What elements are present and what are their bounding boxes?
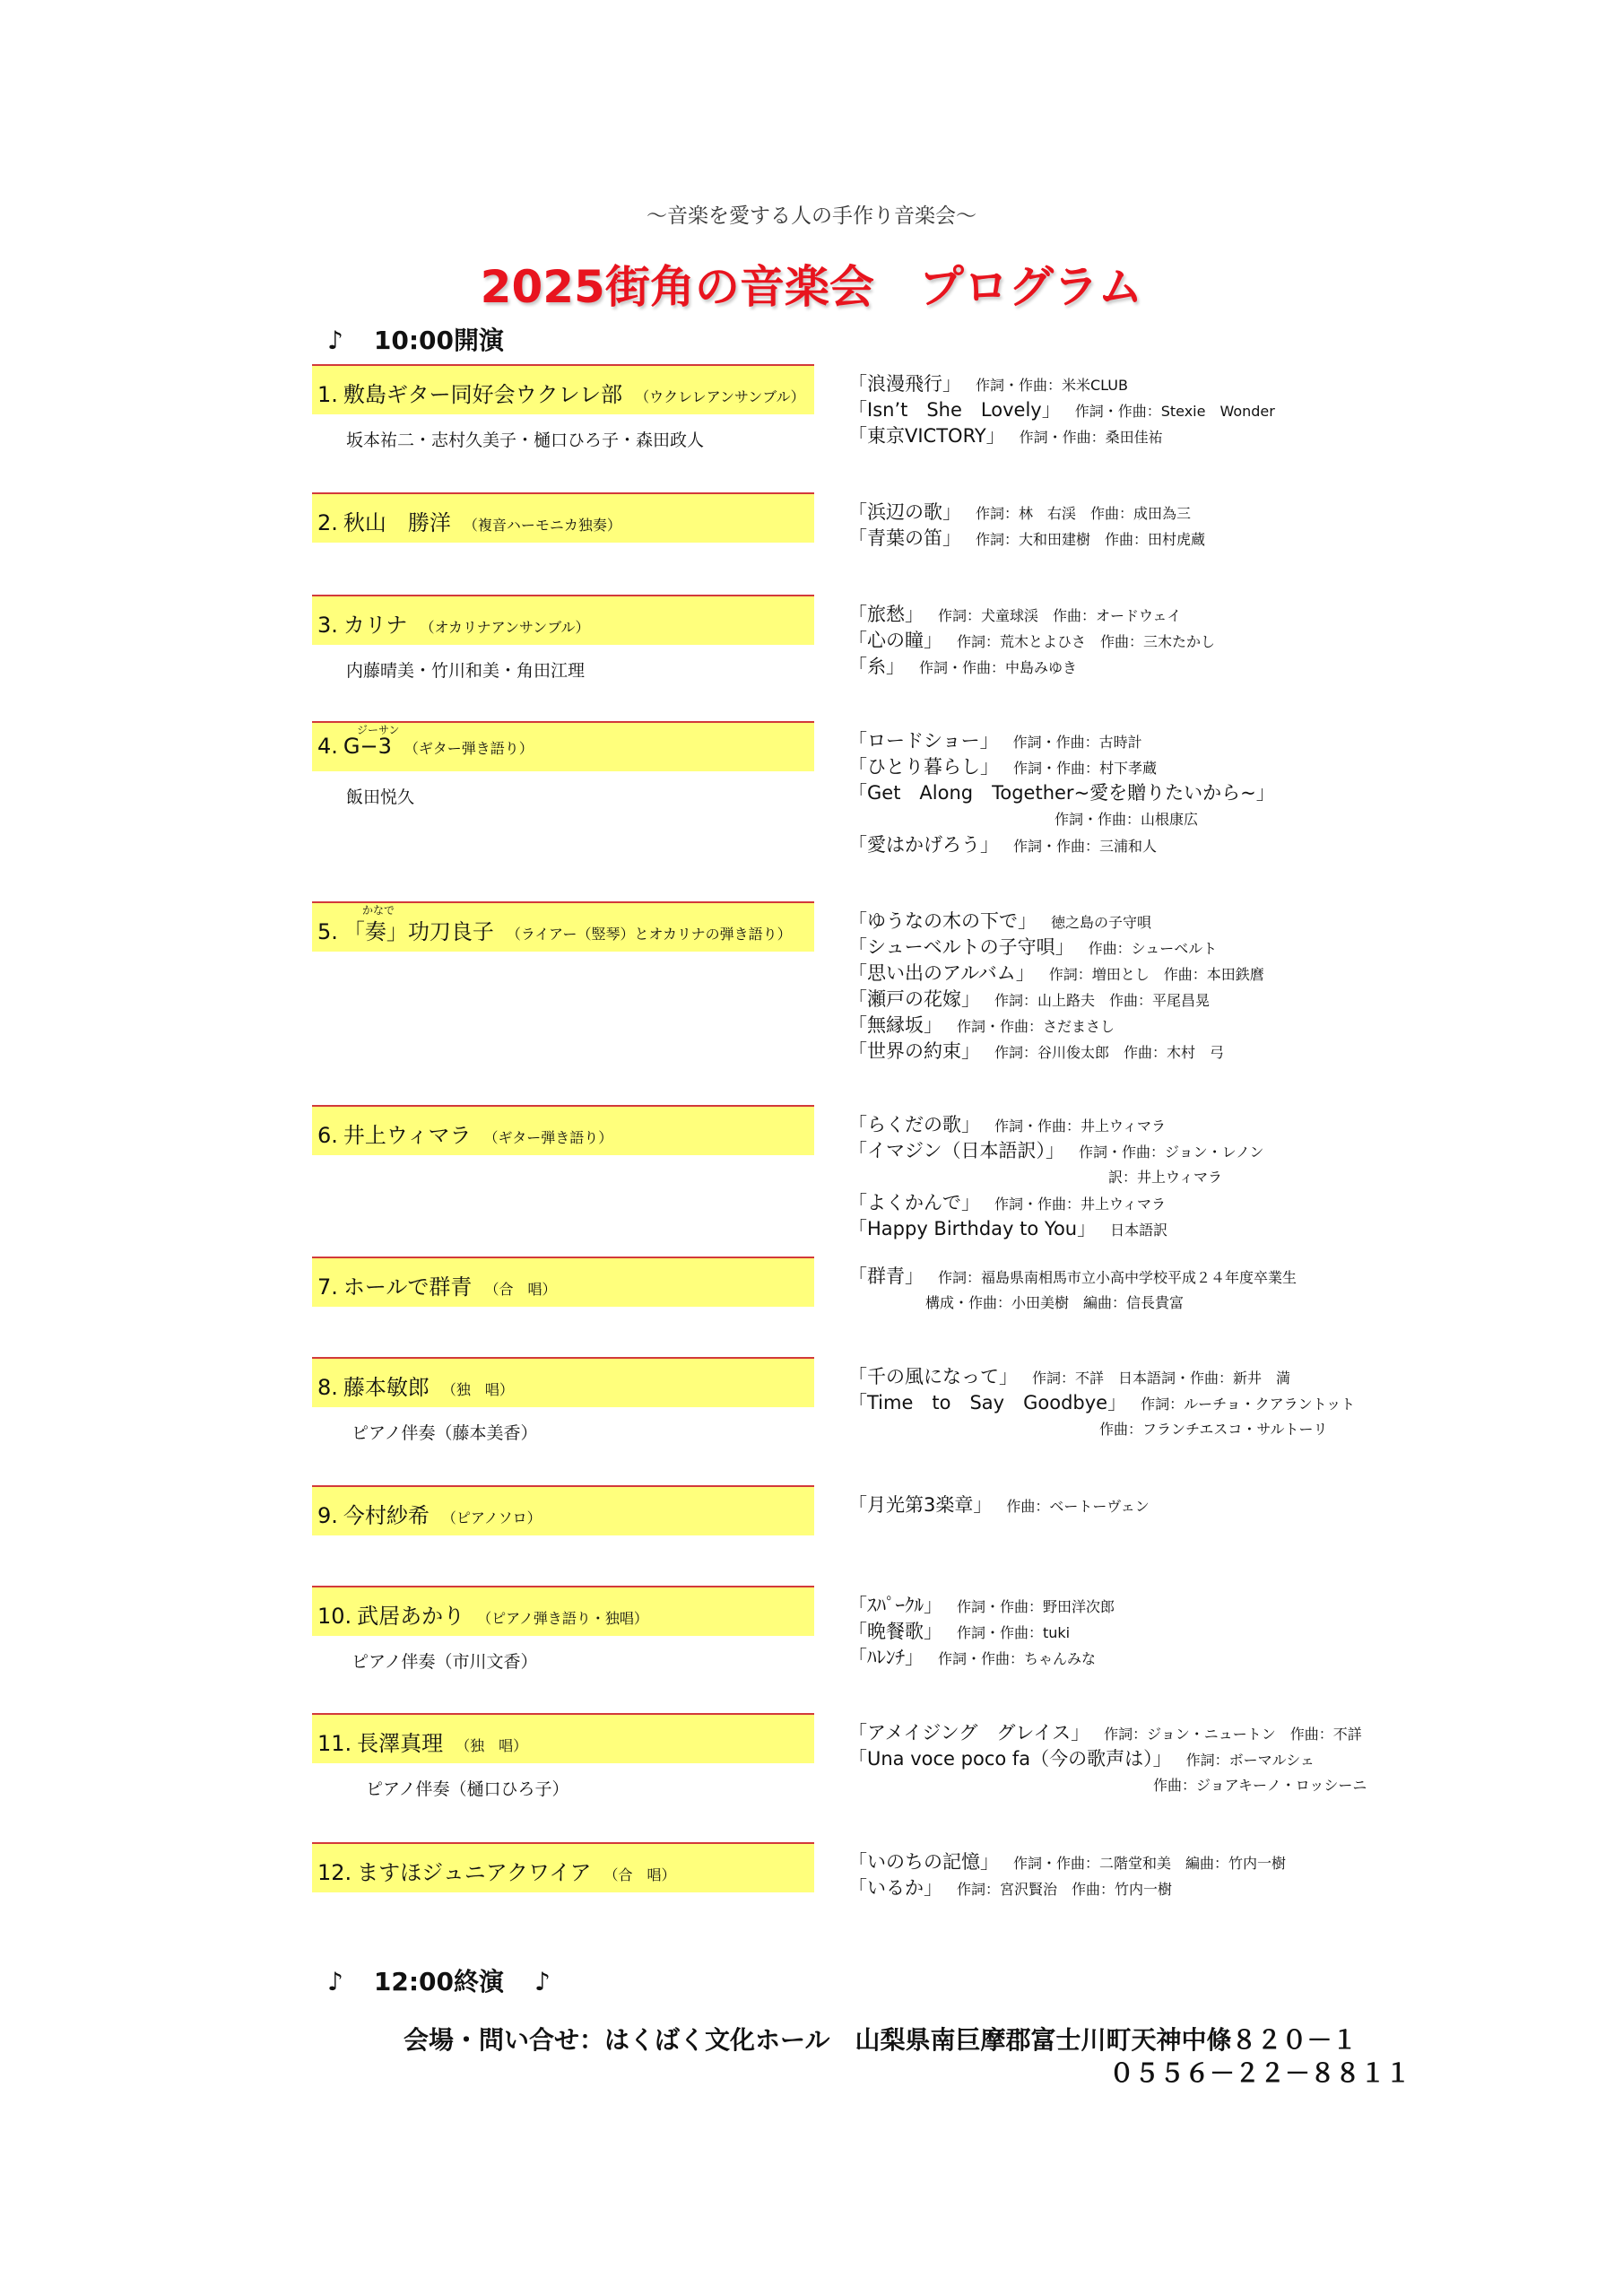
performance-genre: （合 唱）: [484, 1281, 557, 1298]
song-item: [848, 602, 1215, 628]
song-title: 「青葉の笛」: [848, 527, 961, 549]
performance-genre: （ピアノソロ）: [441, 1509, 542, 1526]
performer-title: [317, 505, 621, 536]
program-number: 12.: [317, 1860, 352, 1885]
song-title: 「ﾊﾚﾝﾁ」: [848, 1647, 924, 1668]
song-item: [848, 935, 1264, 961]
song-credit: 作詞：山上路夫 作曲：平尾昌晃: [994, 992, 1211, 1009]
song-title: 「イマジン（日本語訳）」: [848, 1140, 1064, 1161]
performer-title: [317, 1269, 556, 1300]
song-title: 「Time to Say Goodbye」: [848, 1392, 1127, 1413]
performer-name: 「奏」功刀良子: [343, 919, 494, 944]
song-item: [848, 754, 1275, 780]
song-item: [848, 1746, 1367, 1772]
song-item: [848, 1619, 1115, 1645]
song-title: 「瀬戸の花嫁」: [848, 988, 980, 1010]
song-item: [848, 1772, 1367, 1798]
song-title: 「ひとり暮らし」: [848, 756, 999, 778]
performer-members: 内藤晴美・竹川和美・角田江理: [346, 661, 586, 681]
song-credit: 作詞・作曲：古時計: [1012, 734, 1142, 751]
song-credit: 作詞：ボーマルシェ: [1185, 1752, 1315, 1769]
song-item: [848, 1264, 1297, 1290]
program-number: 9.: [317, 1503, 338, 1528]
program-number: 8.: [317, 1375, 338, 1400]
performer-members: 坂本祐二・志村久美子・樋口ひろ子・森田政人: [346, 430, 705, 450]
performer-name: 長澤真理: [357, 1731, 444, 1756]
song-title: 「シューベルトの子守唄」: [848, 936, 1074, 958]
song-credit: 作詞・作曲：ちゃんみな: [938, 1650, 1097, 1667]
song-credit: 徳之島の子守唄: [1051, 914, 1152, 931]
performer-title: [317, 1370, 514, 1401]
music-note-icon: ♪: [327, 326, 343, 355]
venue-phone: ０５５６－２２－８８１１: [1109, 2058, 1411, 2088]
song-credit: 作詞・作曲：野田洋次郎: [957, 1598, 1115, 1615]
song-item: [848, 1164, 1263, 1190]
performer-name: 井上ウィマラ: [343, 1123, 472, 1148]
song-list: [848, 500, 1205, 552]
song-list: [848, 728, 1275, 858]
song-item: [848, 1364, 1355, 1390]
song-item: [848, 654, 1215, 680]
song-item: [848, 1492, 1150, 1518]
program-number: 11.: [317, 1731, 352, 1756]
song-credit: 作詞・作曲：ジョン・レノン: [1078, 1144, 1264, 1161]
song-credit: 作詞：宮沢賢治 作曲：竹内一樹: [957, 1881, 1173, 1898]
song-item: [848, 1013, 1264, 1039]
song-credit: 作詞・作曲：tuki: [957, 1624, 1071, 1641]
song-credit: 作曲：ベートーヴェン: [1006, 1498, 1150, 1515]
song-item: [848, 1039, 1264, 1065]
performer-title: [317, 1118, 612, 1149]
performer-title: [317, 904, 792, 945]
performer-title: [317, 1855, 676, 1886]
performance-genre: （ギター弾き語り）: [404, 740, 534, 757]
song-title: 「浪漫飛行」: [848, 373, 961, 395]
song-title: 「晩餐歌」: [848, 1621, 942, 1642]
performer-name: G−3: [343, 734, 392, 759]
song-item: [848, 1390, 1355, 1416]
song-credit: 作詞・作曲：米米CLUB: [976, 377, 1128, 394]
song-list: [848, 909, 1264, 1065]
song-list: [848, 371, 1275, 449]
song-item: [848, 526, 1205, 552]
song-item: [848, 1720, 1367, 1746]
song-item: [848, 987, 1264, 1013]
song-title: 「よくかんで」: [848, 1192, 980, 1213]
song-item: [848, 371, 1275, 397]
song-credit: 作詞：ジョン・ニュートン 作曲：不詳: [1104, 1726, 1362, 1743]
page-title: 2025街角の音楽会 プログラム: [480, 261, 1143, 313]
song-title: 「無縁坂」: [848, 1014, 942, 1036]
song-credit: 作詞・作曲：桑田佳祐: [1019, 429, 1163, 446]
song-credit: 訳：井上ウィマラ: [1108, 1169, 1223, 1186]
song-item: [848, 832, 1275, 858]
song-credit: 作詞：ルーチョ・クアラントット: [1141, 1396, 1356, 1413]
performance-genre: （ウクレレアンサンブル）: [635, 388, 805, 405]
song-list: [848, 1112, 1263, 1242]
program-number: 4.: [317, 734, 338, 759]
song-item: [848, 628, 1215, 654]
performer-title: [317, 1598, 648, 1630]
song-title: 「東京VICTORY」: [848, 425, 1005, 447]
song-item: [848, 1645, 1115, 1671]
song-item: [848, 1138, 1263, 1164]
song-item: [848, 397, 1275, 423]
song-title: 「愛はかげろう」: [848, 834, 999, 856]
song-credit: 作詞：谷川俊太郎 作曲：木村 弓: [994, 1044, 1225, 1061]
song-title: 「浜辺の歌」: [848, 501, 961, 523]
program-number: 10.: [317, 1604, 352, 1629]
song-title: 「千の風になって」: [848, 1366, 1018, 1387]
song-item: [848, 1416, 1355, 1442]
song-list: [848, 1720, 1367, 1798]
song-item: [848, 1849, 1286, 1875]
performer-name: 秋山 勝洋: [343, 510, 451, 535]
performance-genre: （独 唱）: [456, 1737, 528, 1754]
song-credit: 作詞・作曲：山根康広: [1055, 811, 1199, 828]
music-note-icon: ♪: [534, 1967, 551, 1996]
performance-genre: （独 唱）: [441, 1381, 514, 1398]
song-title: 「Isn’t She Lovely」: [848, 399, 1061, 421]
song-list: [848, 1264, 1297, 1316]
music-note-icon: ♪: [327, 1967, 343, 1996]
performer-name: カリナ: [343, 613, 408, 638]
song-title: 「ゆうなの木の下で」: [848, 910, 1037, 932]
performer-name: 藤本敏郎: [343, 1375, 430, 1400]
performer-name: ホールで群青: [343, 1274, 473, 1300]
program-number: 6.: [317, 1123, 338, 1148]
performer-name: 武居あかり: [357, 1604, 465, 1629]
performer-name: 今村紗希: [343, 1503, 430, 1528]
song-title: 「Get Along Together~愛を贈りたいから~」: [848, 782, 1275, 804]
start-time-label: 10:00開演: [373, 326, 505, 355]
song-credit: 作詞・作曲：三浦和人: [1013, 838, 1158, 855]
performance-genre: （ピアノ弾き語り・独唱）: [477, 1610, 648, 1627]
performer-title: [317, 724, 534, 759]
end-time-label: 12:00終演: [373, 1967, 505, 1996]
program-number: 1.: [317, 382, 338, 407]
song-title: 「いるか」: [848, 1877, 942, 1899]
performance-genre: （合 唱）: [603, 1866, 676, 1883]
song-title: 「Happy Birthday to You」: [848, 1218, 1097, 1239]
song-credit: 日本語訳: [1110, 1222, 1168, 1239]
song-item: [848, 1190, 1263, 1216]
performer-members: 飯田悦久: [346, 787, 415, 807]
song-title: 「らくだの歌」: [848, 1114, 980, 1135]
name-reading: かなで: [362, 904, 395, 917]
song-item: [848, 423, 1275, 449]
performer-members: ピアノ伴奏（藤本美香）: [352, 1423, 538, 1443]
program-number: 5.: [317, 919, 338, 944]
song-title: 「旅愁」: [848, 604, 924, 625]
performer-title: [317, 1498, 542, 1529]
song-credit: 構成・作曲：小田美樹 編曲：信長貴富: [925, 1294, 1185, 1311]
venue-info: 会場・問い合せ：はくばく文化ホール 山梨県南巨摩郡富士川町天神中條８２０－１: [404, 2025, 1358, 2055]
song-title: 「世界の約束」: [848, 1040, 980, 1062]
song-credit: 作曲：ジョアキーノ・ロッシーニ: [1153, 1777, 1367, 1794]
song-title: 「いのちの記憶」: [848, 1851, 999, 1873]
song-credit: 作曲：フランチエスコ・サルトーリ: [1099, 1421, 1328, 1438]
song-item: [848, 1875, 1286, 1901]
performer-title: [317, 377, 805, 408]
start-time: [327, 321, 504, 357]
song-item: [848, 909, 1264, 935]
song-credit: 作詞・作曲：さだまさし: [957, 1018, 1115, 1035]
song-title: 「Una voce poco fa（今の歌声は）」: [848, 1748, 1172, 1770]
performer-title: [317, 607, 590, 639]
song-title: 「思い出のアルバム」: [848, 962, 1035, 984]
performer-members: ピアノ伴奏（樋口ひろ子）: [366, 1779, 569, 1799]
performance-genre: （オカリナアンサンブル）: [420, 619, 590, 636]
performer-name: ますほジュニアクワイア: [357, 1860, 592, 1885]
song-list: [848, 602, 1215, 680]
program-number: 3.: [317, 613, 338, 638]
song-credit: 作詞：大和田建樹 作曲：田村虎蔵: [976, 531, 1206, 548]
performer-members: ピアノ伴奏（市川文香）: [352, 1652, 538, 1672]
song-item: [848, 1593, 1115, 1619]
song-item: [848, 1216, 1263, 1242]
performance-genre: （ギター弾き語り）: [483, 1129, 613, 1146]
performance-genre: （ライアー（竪琴）とオカリナの弾き語り）: [506, 926, 792, 943]
event-subtitle: 〜音楽を愛する人の手作り音楽会〜: [647, 204, 976, 228]
song-list: [848, 1492, 1150, 1518]
performer-name: 敷島ギター同好会ウクレレ部: [343, 382, 623, 407]
song-credit: 作詞・作曲：井上ウィマラ: [994, 1196, 1167, 1213]
song-title: 「ロードショー」: [848, 730, 999, 752]
song-list: [848, 1849, 1286, 1901]
song-credit: 作詞：不詳 日本語詞・作曲：新井 満: [1032, 1370, 1291, 1387]
song-credit: 作詞：林 右渓 作曲：成田為三: [976, 505, 1192, 522]
performance-genre: （複音ハーモニカ独奏）: [463, 517, 621, 534]
song-list: [848, 1364, 1355, 1442]
song-title: 「ｽﾊﾟｰｸﾙ」: [848, 1595, 942, 1616]
song-title: 「糸」: [848, 656, 905, 677]
song-credit: 作曲：シューベルト: [1088, 940, 1218, 957]
song-credit: 作詞・作曲：二階堂和美 編曲：竹内一樹: [1013, 1855, 1287, 1872]
program-number: 2.: [317, 510, 338, 535]
song-item: [848, 780, 1275, 806]
performer-title: [317, 1726, 527, 1757]
end-time: [327, 1962, 551, 1998]
song-credit: 作詞：増田とし 作曲：本田鉄麿: [1048, 966, 1264, 983]
song-item: [848, 961, 1264, 987]
song-item: [848, 806, 1275, 832]
song-credit: 作詞：犬童球渓 作曲：オードウェイ: [938, 607, 1182, 624]
song-credit: 作詞・作曲：井上ウィマラ: [994, 1118, 1167, 1135]
song-title: 「心の瞳」: [848, 630, 942, 651]
song-item: [848, 1112, 1263, 1138]
song-list: [848, 1593, 1115, 1671]
song-item: [848, 728, 1275, 754]
song-title: 「群青」: [848, 1265, 924, 1287]
program-number: 7.: [317, 1274, 338, 1300]
song-credit: 作詞・作曲：Stexie Wonder: [1074, 403, 1275, 420]
song-credit: 作詞：荒木とよひさ 作曲：三木たかし: [957, 633, 1216, 650]
name-reading: ジーサン: [357, 724, 400, 736]
song-credit: 作詞・作曲：村下孝蔵: [1013, 760, 1158, 777]
song-item: [848, 500, 1205, 526]
song-title: 「月光第3楽章」: [848, 1494, 993, 1516]
song-credit: 作詞：福島県南相馬市立小高中学校平成２４年度卒業生: [938, 1269, 1298, 1286]
song-credit: 作詞・作曲：中島みゆき: [919, 659, 1078, 676]
song-item: [848, 1290, 1297, 1316]
song-title: 「アメイジング グレイス」: [848, 1722, 1090, 1744]
